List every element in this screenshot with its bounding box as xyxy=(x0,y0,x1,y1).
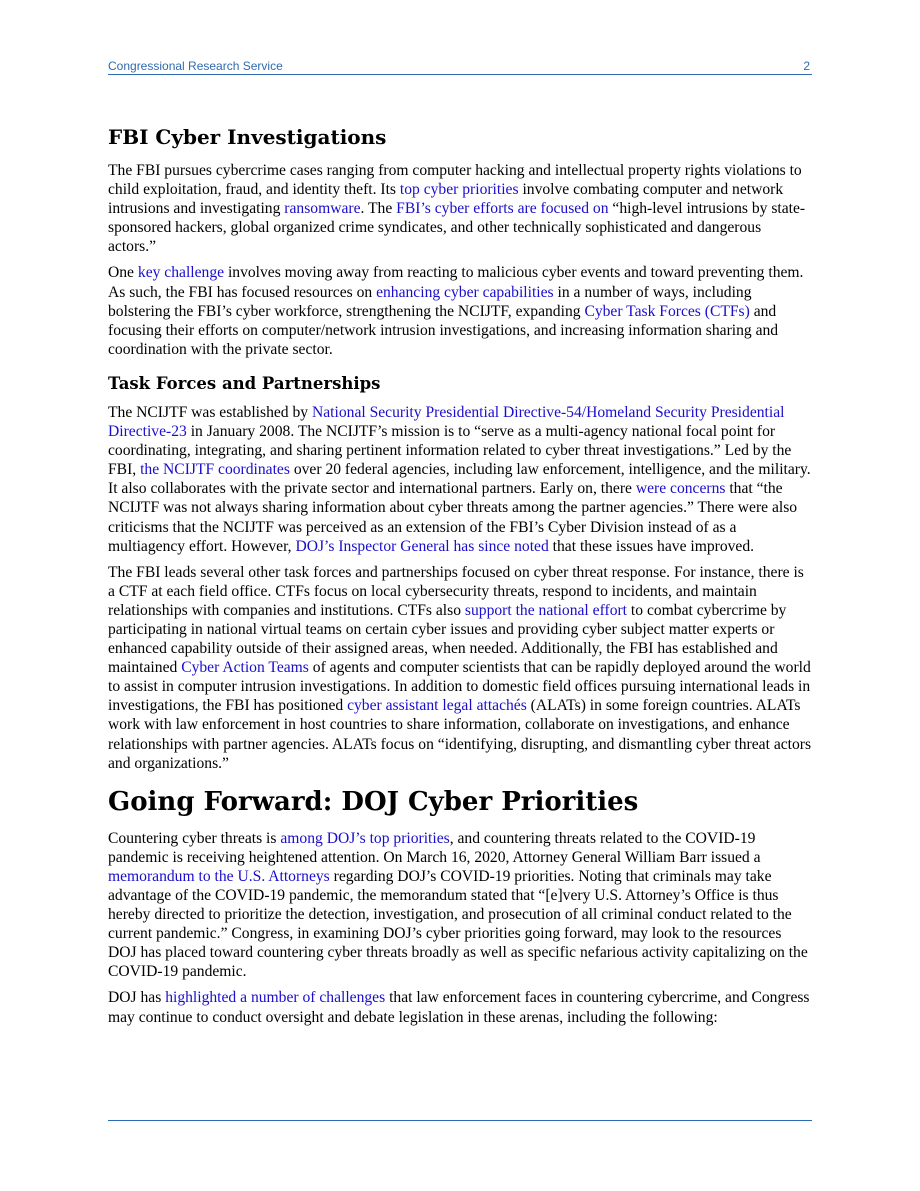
link-cyber-legal-attaches[interactable]: cyber assistant legal attachés xyxy=(347,697,527,715)
text: involve combating computer and network intrusions and investigating xyxy=(108,181,784,218)
link-key-challenge[interactable]: key challenge xyxy=(137,264,225,282)
text: that law enforcement faces in countering cybercrime, and Congress may continue to conduct oversight and debate legislation in these arenas, including the following: xyxy=(108,989,810,1026)
paragraph xyxy=(108,829,813,982)
link-fbi-cyber-efforts[interactable]: FBI’s cyber efforts are focused on xyxy=(396,200,609,218)
running-header xyxy=(108,58,812,75)
text: that these issues have improved. xyxy=(548,537,755,555)
link-were-concerns[interactable]: were concerns xyxy=(635,480,726,498)
text: One xyxy=(108,264,138,282)
text: of agents and computer scientists that can be rapidly deployed around the world to assist in computer intrusion investigations. In addition to domestic field offices pursuing international leads in investigations, the FBI has positioned xyxy=(108,659,811,715)
link-doj-top-priorities[interactable]: among DOJ’s top priorities xyxy=(280,829,450,847)
link-doj-inspector-general[interactable]: DOJ’s Inspector General has since noted xyxy=(295,537,549,555)
section-heading-fbi-cyber: FBI Cyber Investigations xyxy=(108,125,387,149)
link-ransomware[interactable]: ransomware xyxy=(284,200,361,218)
paragraph xyxy=(108,161,813,256)
link-enhancing-cyber-capabilities[interactable]: enhancing cyber capabilities xyxy=(376,283,554,301)
link-nspd-54[interactable]: National Security Presidential Directive-54/Homeland Security Presidential Directive-23 xyxy=(108,403,785,441)
link-support-national-effort[interactable]: support the national effort xyxy=(464,601,628,619)
footer-rule xyxy=(108,1120,812,1121)
text: in January 2008. The NCIJTF’s mission is to “serve as a multi-agency national focal point for coordinating, integrating, and sharing pertinent information related to cyber threat investigations.” Led by the FBI, xyxy=(108,423,792,479)
text: in a number of ways, including bolstering the FBI’s cyber workforce, strengthening the NCIJTF, expanding xyxy=(108,283,752,320)
header-org: Congressional Research Service xyxy=(108,59,283,73)
text: (ALATs) in some foreign countries. ALATs work with law enforcement in host countries to share information, collaborate on investigations, and enhance relationships with partner agencies. ALATs focus on “identifying, disrupting, and dismantling cyber threat actors and organizations.” xyxy=(108,697,812,772)
text: Countering cyber threats is xyxy=(108,829,281,847)
text: regarding DOJ’s COVID-19 priorities. Noting that criminals may take advantage of the COVID-19 pandemic, the memorandum stated that “[e]very U.S. Attorney’s Office is thus hereby directed to prioritize the detection, investigation, and prosecution of all criminal conduct related to the current pandemic.” Congress, in examining DOJ’s cyber priorities going forward, may look to the resources DOJ has placed toward countering cyber threats broadly as well as specific nefarious activity capitalizing on the COVID-19 pandemic. xyxy=(108,867,808,981)
text: , and countering threats related to the COVID-19 pandemic is receiving heightened attention. On March 16, 2020, Attorney General William Barr issued a xyxy=(108,829,761,866)
text: “high-level intrusions by state-sponsored hackers, global organized crime syndicates, and other technically sophisticated and dangerous actors.” xyxy=(108,200,806,256)
text: that “the NCIJTF was not always sharing information about cyber threats among the partner agencies.” There were also criticisms that the NCIJTF was perceived as an extension of the FBI’s Cyber Division instead of as a multiagency effort. However, xyxy=(108,480,798,555)
text: involves moving away from reacting to malicious cyber events and toward preventing them. As such, the FBI has focused resources on xyxy=(108,264,804,301)
text: The FBI leads several other task forces and partnerships focused on cyber threat response. For instance, there is a CTF at each field office. CTFs focus on local cybersecurity threats, respond to incidents, and maintain relationships with companies and institutions. CTFs also xyxy=(108,563,804,619)
text: and focusing their efforts on computer/network intrusion investigations, and increasing information sharing and coordination with the private sector. xyxy=(108,302,779,358)
paragraph xyxy=(108,403,813,556)
paragraph xyxy=(108,263,813,358)
link-memorandum-us-attorneys[interactable]: memorandum to the U.S. Attorneys xyxy=(108,867,330,885)
paragraph xyxy=(108,563,813,773)
link-ncijtf-coordinates[interactable]: the NCIJTF coordinates xyxy=(140,461,290,479)
link-top-cyber-priorities[interactable]: top cyber priorities xyxy=(399,181,519,199)
text: DOJ has xyxy=(108,989,166,1007)
text: The FBI pursues cybercrime cases ranging from computer hacking and intellectual property rights violations to child exploitation, fraud, and identity theft. Its xyxy=(108,162,802,199)
document-body xyxy=(108,124,813,1034)
link-cyber-action-teams[interactable]: Cyber Action Teams xyxy=(181,659,309,677)
page-number: 2 xyxy=(803,59,810,73)
link-cyber-task-forces[interactable]: Cyber Task Forces (CTFs) xyxy=(584,302,750,320)
text: . The xyxy=(360,200,397,218)
text: over 20 federal agencies, including law enforcement, intelligence, and the military. It also collaborates with the private sector and international partners. Early on, there xyxy=(108,461,811,498)
text: to combat cybercrime by participating in national virtual teams on certain cyber issues and providing cyber subject matter experts or enhanced capability outside of their assigned areas, when needed. Additionally, the FBI has established and maintained xyxy=(108,601,787,677)
link-highlighted-challenges[interactable]: highlighted a number of challenges xyxy=(165,989,386,1007)
text: The NCIJTF was established by xyxy=(108,403,312,421)
section-heading-going-forward: Going Forward: DOJ Cyber Priorities xyxy=(108,786,639,817)
subsection-heading-task-forces: Task Forces and Partnerships xyxy=(108,373,381,393)
paragraph xyxy=(108,988,813,1026)
